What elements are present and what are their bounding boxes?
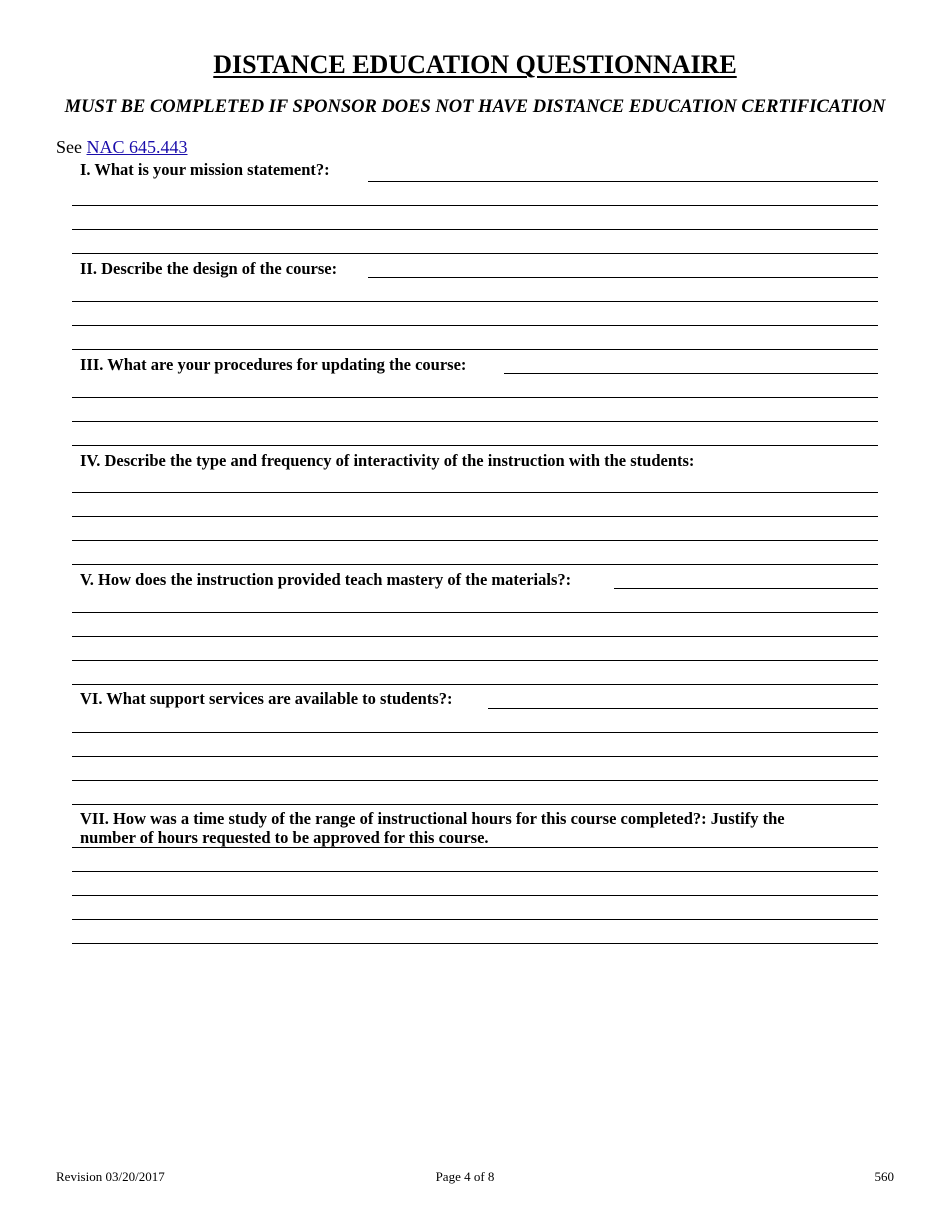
question-2-label: II. Describe the design of the course: bbox=[80, 259, 338, 278]
answer-line[interactable] bbox=[72, 660, 878, 661]
answer-line[interactable] bbox=[72, 943, 878, 944]
answer-line[interactable] bbox=[72, 895, 878, 896]
footer-page-number: Page 4 of 8 bbox=[435, 1169, 495, 1184]
question-2-answer-line[interactable] bbox=[368, 277, 878, 278]
answer-line[interactable] bbox=[72, 229, 878, 230]
question-1-answer-line[interactable] bbox=[368, 181, 878, 182]
reference-prefix: See bbox=[56, 137, 82, 157]
answer-line[interactable] bbox=[72, 349, 878, 350]
answer-line[interactable] bbox=[72, 325, 878, 326]
question-6-answer-line[interactable] bbox=[488, 708, 878, 709]
answer-line[interactable] bbox=[72, 516, 878, 517]
question-3-label: III. What are your procedures for updating the course: bbox=[80, 355, 467, 374]
page-subtitle: MUST BE COMPLETED IF SPONSOR DOES NOT HAVE DISTANCE EDUCATION CERTIFICATION bbox=[64, 97, 886, 117]
answer-line[interactable] bbox=[72, 205, 878, 206]
question-6-label: VI. What support services are available to students?: bbox=[80, 689, 453, 708]
answer-line[interactable] bbox=[72, 421, 878, 422]
nac-reference-link[interactable]: NAC 645.443 bbox=[86, 137, 188, 157]
answer-line[interactable] bbox=[72, 636, 878, 637]
answer-line[interactable] bbox=[72, 492, 878, 493]
answer-line[interactable] bbox=[72, 732, 878, 733]
answer-line[interactable] bbox=[72, 612, 878, 613]
answer-line[interactable] bbox=[72, 301, 878, 302]
question-7-label-line-2: number of hours requested to be approved for this course. bbox=[80, 828, 489, 847]
answer-line[interactable] bbox=[72, 445, 878, 446]
question-1-label: I. What is your mission statement?: bbox=[80, 160, 330, 179]
answer-line[interactable] bbox=[72, 804, 878, 805]
question-3-answer-line[interactable] bbox=[504, 373, 878, 374]
footer-form-number: 560 bbox=[874, 1169, 894, 1184]
answer-line[interactable] bbox=[72, 871, 878, 872]
question-5-label: V. How does the instruction provided teach mastery of the materials?: bbox=[80, 570, 572, 589]
answer-line[interactable] bbox=[72, 919, 878, 920]
question-7-label-line-1: VII. How was a time study of the range of instructional hours for this course completed?: Justify the bbox=[80, 809, 785, 828]
answer-line[interactable] bbox=[72, 684, 878, 685]
answer-line[interactable] bbox=[72, 540, 878, 541]
answer-line[interactable] bbox=[72, 756, 878, 757]
footer-revision: Revision 03/20/2017 bbox=[56, 1169, 165, 1184]
answer-line[interactable] bbox=[72, 253, 878, 254]
page-title: DISTANCE EDUCATION QUESTIONNAIRE bbox=[213, 50, 737, 79]
answer-line[interactable] bbox=[72, 847, 878, 848]
answer-line[interactable] bbox=[72, 780, 878, 781]
reference-line bbox=[56, 137, 188, 158]
question-5-answer-line[interactable] bbox=[614, 588, 878, 589]
answer-line[interactable] bbox=[72, 397, 878, 398]
answer-line[interactable] bbox=[72, 564, 878, 565]
question-4-label: IV. Describe the type and frequency of interactivity of the instruction with the students: bbox=[80, 451, 695, 470]
